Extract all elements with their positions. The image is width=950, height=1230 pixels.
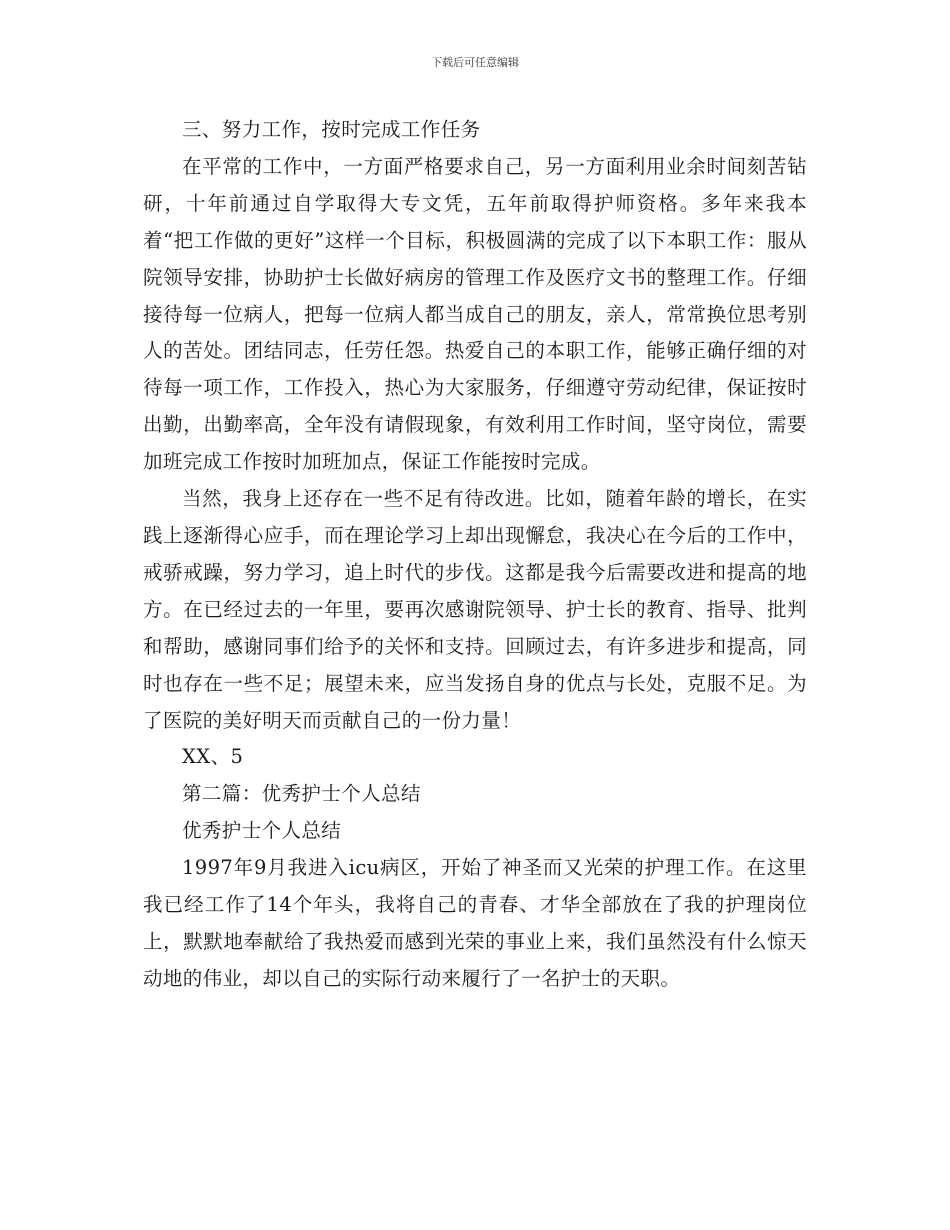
date-line: XX、5 [182,745,244,769]
document-body [143,112,807,998]
chapter-title: 优秀护士个人总结 [182,819,342,843]
body-paragraph: 当然，我身上还存在一些不足有待改进。比如，随着年龄的增长，在实践上逐渐得心应手，而在理论学习上却出现懈怠，我决心在今后的工作中，戒骄戒躁，努力学习，追上时代的步伐。这都是我今后需要改进和提高的地方。在已经过去的一年里，要再次感谢院领导、护士长的教育、指导、批判和帮助，感谢同事们给予的关怀和支持。回顾过去，有许多进步和提高，同时也存在一些不足；展望未来，应当发扬自身的优点与长处，克服不足。为了医院的美好明天而贡献自己的一份力量！ [143,487,807,732]
chapter-heading: 第二篇：优秀护士个人总结 [182,782,421,806]
page-header-note: 下载后可任意编辑 [431,56,519,69]
body-paragraph: 1997年9月我进入icu病区，开始了神圣而又光荣的护理工作。在这里我已经工作了14个年头，我将自己的青春、才华全部放在了我的护理岗位上，默默地奉献给了我热爱而感到光荣的事业上来，我们虽然没有什么惊天动地的伟业，却以自己的实际行动来履行了一名护士的天职。 [143,856,807,990]
section-heading: 三、努力工作，按时完成工作任务 [182,118,481,141]
body-paragraph: 在平常的工作中，一方面严格要求自己，另一方面利用业余时间刻苦钻研，十年前通过自学取得大专文凭，五年前取得护师资格。多年来我本着“把工作做的更好”这样一个目标，积极圆满的完成了以下本职工作：服从院领导安排，协助护士长做好病房的管理工作及医疗文书的整理工作。仔细接待每一位病人，把每一位病人都当成自己的朋友，亲人，常常换位思考别人的苦处。团结同志，任劳任怨。热爱自己的本职工作，能够正确仔细的对待每一项工作，工作投入，热心为大家服务，仔细遵守劳动纪律，保证按时出勤，出勤率高，全年没有请假现象，有效利用工作时间，坚守岗位，需要加班完成工作按时加班加点，保证工作能按时完成。 [143,154,807,474]
